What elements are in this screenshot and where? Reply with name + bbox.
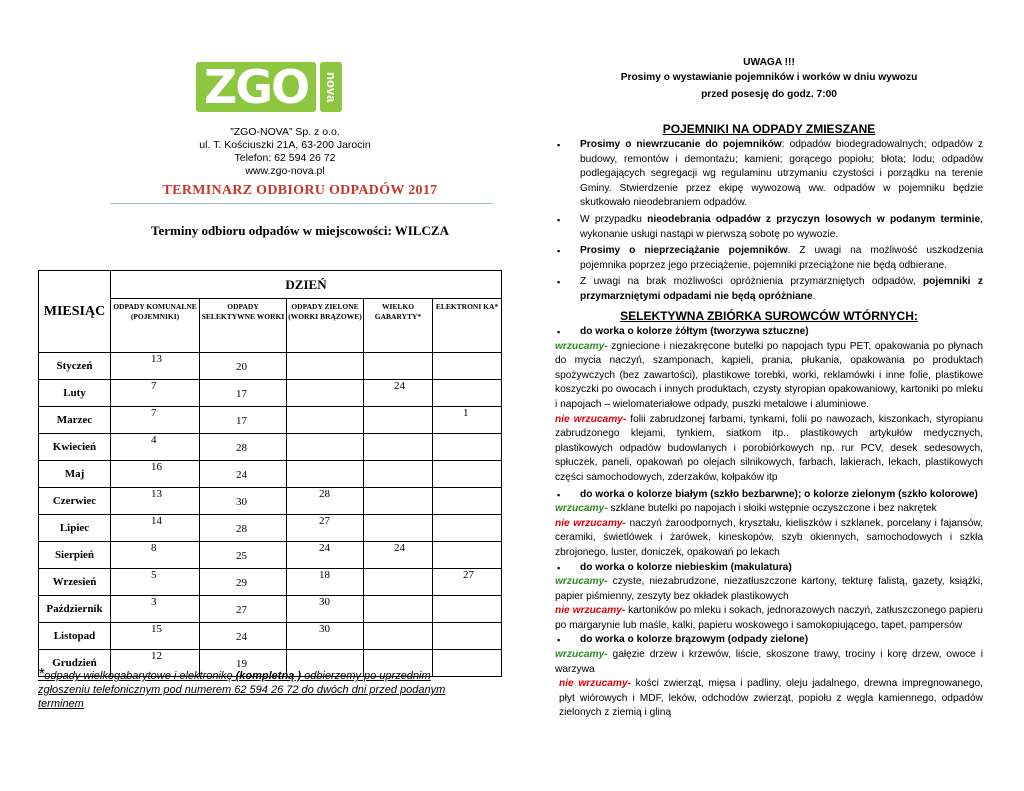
date-value: 7 (151, 380, 157, 392)
date-cell-komunalne (111, 515, 200, 542)
month-name: Luty (39, 380, 111, 407)
month-name: Październik (39, 596, 111, 623)
pojemniki-rules (555, 138, 983, 305)
rule-item: ▪ W przypadku nieodebrania odpadów z przyczyn losowych w podanym terminie, wykonanie usługi nastąpi w pierwszą sobotę po wywozie. (555, 213, 983, 242)
date-cell-selektywne (200, 488, 287, 515)
date-value: 17 (236, 388, 247, 400)
date-value: 27 (463, 569, 474, 581)
company-name: ”ZGO-NOVA” Sp. z o.o. (230, 126, 340, 138)
date-cell-elektronika (433, 515, 502, 542)
bag-heading-blue: ▪ do worka o kolorze niebieskim (makulatura) (555, 561, 983, 576)
date-value: 4 (151, 434, 157, 446)
schedule-row (39, 380, 502, 407)
month-name: Czerwiec (39, 488, 111, 515)
warning-heading: UWAGA !!! (743, 57, 795, 68)
document-title: TERMINARZ ODBIORU ODPADÓW 2017 (162, 183, 438, 198)
col-header-zielone: ODPADY ZIELONE (WORKI BRĄZOWE) (287, 299, 364, 353)
date-cell-elektronika (433, 434, 502, 461)
date-value: 16 (151, 461, 162, 473)
date-cell-zielone (287, 353, 364, 380)
col-header-elektronika: ELEKTRONI KA* (433, 299, 502, 353)
date-cell-elektronika (433, 569, 502, 596)
date-value: 12 (151, 650, 162, 662)
footnote-text-1: odpady wielkogabarytowe i elektronikę (44, 670, 236, 682)
date-cell-elektronika (433, 380, 502, 407)
logo-side-text: nova (320, 62, 342, 112)
footnote-bold: (kompletną ) (235, 670, 302, 682)
date-cell-komunalne (111, 569, 200, 596)
date-cell-selektywne (200, 569, 287, 596)
date-value: 28 (319, 488, 330, 500)
section-title-selektywna: SELEKTYWNA ZBIÓRKA SUROWCÓW WTÓRNYCH: (620, 309, 918, 323)
brown-forbidden: nie wrzucamy- kości zwierząt, mięsa i padliny, oleju jadalnego, drewna impregnowanego, płyt wiórowych i MDF, leków, odchodów zwierząt, popiołu z węgla kamiennego, odpadów zielonych z ziemią i gliną (559, 678, 983, 719)
month-name: Kwiecień (39, 434, 111, 461)
date-cell-elektronika (433, 596, 502, 623)
date-cell-gabaryty (364, 569, 433, 596)
date-cell-gabaryty (364, 407, 433, 434)
schedule-row (39, 515, 502, 542)
month-name: Styczeń (39, 353, 111, 380)
yellow-allowed: wrzucamy- zgniecione i niezakręcone butelki po napojach typu PET, opakowania po płynach do mycia naczyń, szamponach, kąpieli, prania, płukania, opakowania po produktach spożywczych (bez zawartości), plastikowe torebki, worki, reklamówki i inne folie, plastikowe koszyczki po owocach i innych produktach, czysty styropian opakowaniowy, kartoniki po mleku i napojach – wielomateriałowe odpady, puszki metalowe i aluminiowe. (555, 340, 983, 410)
document-subtitle: Terminy odbioru odpadów w miejscowości: WILCZA (151, 223, 449, 238)
date-cell-zielone (287, 623, 364, 650)
schedule-row (39, 596, 502, 623)
date-cell-selektywne (200, 461, 287, 488)
date-cell-zielone (287, 434, 364, 461)
date-value: 30 (319, 623, 330, 635)
date-value: 28 (236, 523, 247, 535)
date-cell-selektywne (200, 596, 287, 623)
footnote-star: * (38, 666, 45, 683)
date-cell-gabaryty (364, 623, 433, 650)
schedule-row (39, 542, 502, 569)
date-value: 27 (319, 515, 330, 527)
rule-item: ▪ Z uwagi na brak możliwości opróżnienia przymarzniętych odpadów, pojemniki z przymarzniętymi odpadami nie będą opróżniane. (555, 275, 983, 304)
schedule-row (39, 353, 502, 380)
date-cell-selektywne (200, 353, 287, 380)
date-cell-komunalne (111, 461, 200, 488)
month-name: Lipiec (39, 515, 111, 542)
date-value: 18 (319, 569, 330, 581)
schedule-row (39, 407, 502, 434)
date-cell-selektywne (200, 542, 287, 569)
date-value: 24 (236, 469, 247, 481)
date-value: 24 (319, 542, 330, 554)
date-value: 20 (236, 361, 247, 373)
date-value: 14 (151, 515, 162, 527)
date-value: 8 (151, 542, 157, 554)
date-value: 7 (151, 407, 157, 419)
schedule-row (39, 461, 502, 488)
day-column-header: DZIEŃ (111, 271, 502, 299)
schedule-row (39, 569, 502, 596)
company-phone: Telefon: 62 594 26 72 (234, 152, 336, 164)
month-name: Sierpień (39, 542, 111, 569)
date-value: 30 (236, 496, 247, 508)
col-header-selektywne: ODPADY SELEKTYWNE WORKI (200, 299, 287, 353)
date-cell-zielone (287, 515, 364, 542)
date-cell-elektronika (433, 542, 502, 569)
date-value: 24 (394, 380, 405, 392)
blue-forbidden: nie wrzucamy- kartoników po mleku i sokach, jednorazowych naczyń, zatłuszczonego papieru po margarynie lub maśle, kalki, papieru woskowego i samokopiującego, tapet, pampersów (555, 605, 983, 631)
date-cell-komunalne (111, 407, 200, 434)
date-cell-komunalne (111, 434, 200, 461)
company-logo (190, 58, 358, 118)
date-cell-elektronika (433, 353, 502, 380)
date-cell-gabaryty (364, 461, 433, 488)
notice-line-1: Prosimy o wystawianie pojemników i worków w dniu wywozu (620, 72, 918, 83)
date-cell-komunalne (111, 380, 200, 407)
date-cell-zielone (287, 596, 364, 623)
date-cell-gabaryty (364, 488, 433, 515)
date-value: 3 (151, 596, 157, 608)
rule-item: ▪ Prosimy o niewrzucanie do pojemników: odpadów biodegradowalnych; odpadów z budowy, remontów i demontażu; kamieni; gorącego popiołu; błota; lodu; odpadów podlegających segregacji wg regulaminu utrzymaniu czystości i porządku na terenie Gminy. Stwierdzenie przez ekipę wywozową ww. odpadów w pojemniku będzie skutkowało nieodebraniem odpadów. (555, 138, 983, 211)
selektywna-rules (555, 325, 983, 721)
schedule-table (38, 270, 502, 677)
section-title-pojemniki: POJEMNIKI NA ODPADY ZMIESZANE (662, 122, 876, 136)
date-value: 17 (236, 415, 247, 427)
date-cell-selektywne (200, 407, 287, 434)
schedule-row (39, 623, 502, 650)
date-cell-komunalne (111, 542, 200, 569)
logo-main-text: ZGO (196, 62, 316, 112)
date-cell-elektronika (433, 407, 502, 434)
date-value: 5 (151, 569, 157, 581)
date-cell-komunalne (111, 596, 200, 623)
brown-allowed: wrzucamy- gałęzie drzew i krzewów, liście, skoszone trawy, trociny i korę drzew, owoce i warzywa (555, 649, 983, 675)
date-value: 28 (236, 442, 247, 454)
date-cell-gabaryty (364, 434, 433, 461)
month-name: Grudzień (39, 650, 111, 677)
date-cell-elektronika (433, 488, 502, 515)
date-cell-selektywne (200, 515, 287, 542)
date-cell-gabaryty (364, 596, 433, 623)
date-cell-gabaryty (364, 353, 433, 380)
schedule-row (39, 488, 502, 515)
date-value: 25 (236, 550, 247, 562)
date-cell-elektronika (433, 461, 502, 488)
month-column-header: MIESIĄC (39, 271, 111, 353)
rule-item: ▪ Prosimy o nieprzeciążanie pojemników. Z uwagi na możliwość uszkodzenia pojemnika poprzez jego przeciążenie, pojemniki przeciążone nie będą odbierane. (555, 244, 983, 273)
date-cell-gabaryty (364, 515, 433, 542)
date-cell-selektywne (200, 434, 287, 461)
company-website: www.zgo-nova.pl (245, 165, 325, 177)
title-divider (110, 203, 493, 204)
date-value: 1 (463, 407, 469, 419)
date-cell-selektywne (200, 623, 287, 650)
date-cell-zielone (287, 569, 364, 596)
bag-heading-yellow: ▪ do worka o kolorze żółtym (tworzywa sztuczne) (555, 325, 983, 340)
yellow-forbidden: nie wrzucamy- folii zabrudzonej farbami, tynkami, folii po nawozach, kiszonkach, styropianu zabrudzonego klejami, tynkiem, siatkom itp.. plastikowych artykułów medycznych, plastikowych odpadów budowlanych i porobiórkowych np. rur PCV, desek sedesowych, spłuczek, paneli, opakowań po olejach silnikowych, farbach, lakierach, lekach, plastikowych części samochodowych, zderzaków, kołpaków itp (555, 413, 983, 483)
date-cell-komunalne (111, 488, 200, 515)
date-cell-zielone (287, 488, 364, 515)
date-cell-gabaryty (364, 380, 433, 407)
date-cell-elektronika (433, 623, 502, 650)
date-cell-zielone (287, 542, 364, 569)
date-cell-zielone (287, 461, 364, 488)
date-value: 27 (236, 604, 247, 616)
date-value: 13 (151, 353, 162, 365)
month-name: Marzec (39, 407, 111, 434)
date-cell-gabaryty (364, 542, 433, 569)
col-header-komunalne: ODPADY KOMUNALNE (POJEMNIKI) (111, 299, 200, 353)
bag-heading-white: ▪ do worka o kolorze białym (szkło bezbarwne); o kolorze zielonym (szkło kolorowe) (555, 488, 983, 503)
blue-allowed: wrzucamy- czyste, niezabrudzone, niezatłuszczone kartony, tekturę falistą, gazety, książki, papier piśmienny, zeszyty bez okładek plastikowych (555, 576, 983, 602)
date-value: 24 (236, 631, 247, 643)
company-address: ul. T. Kościuszki 21A, 63-200 Jarocin (199, 139, 371, 151)
date-cell-komunalne (111, 623, 200, 650)
date-cell-zielone (287, 380, 364, 407)
schedule-row (39, 434, 502, 461)
date-value: 30 (319, 596, 330, 608)
month-name: Listopad (39, 623, 111, 650)
date-value: 29 (236, 577, 247, 589)
month-name: Maj (39, 461, 111, 488)
footnote (38, 668, 458, 711)
col-header-gabaryty: WIELKO GABARYTY* (364, 299, 433, 353)
date-value: 19 (236, 658, 247, 670)
month-name: Wrzesień (39, 569, 111, 596)
date-value: 24 (394, 542, 405, 554)
white-forbidden: nie wrzucamy- naczyń żaroodpornych, kryształu, kieliszków i szklanek, porcelany i fajansów, ceramiki, świetlówek i żarówek, kineskopów, szyb okiennych, samochodowych i szkła zbrojonego, luster, doniczek, opakowań po lekach (555, 517, 983, 558)
date-value: 13 (151, 488, 162, 500)
date-cell-komunalne (111, 353, 200, 380)
date-value: 15 (151, 623, 162, 635)
notice-line-2: przed posesję do godz. 7:00 (701, 89, 837, 100)
white-allowed: wrzucamy- szklane butelki po napojach i słoiki wstępnie oczyszczone i bez nakrętek (555, 503, 937, 515)
date-cell-selektywne (200, 380, 287, 407)
footnote-text-2: odbierzemy po uprzednim zgłoszeniu telefonicznym pod numerem 62 594 26 72 do dwóch dni przed podanym terminem (38, 670, 446, 710)
date-cell-zielone (287, 407, 364, 434)
bag-heading-brown: ▪ do worka o kolorze brązowym (odpady zielone) (555, 633, 983, 648)
